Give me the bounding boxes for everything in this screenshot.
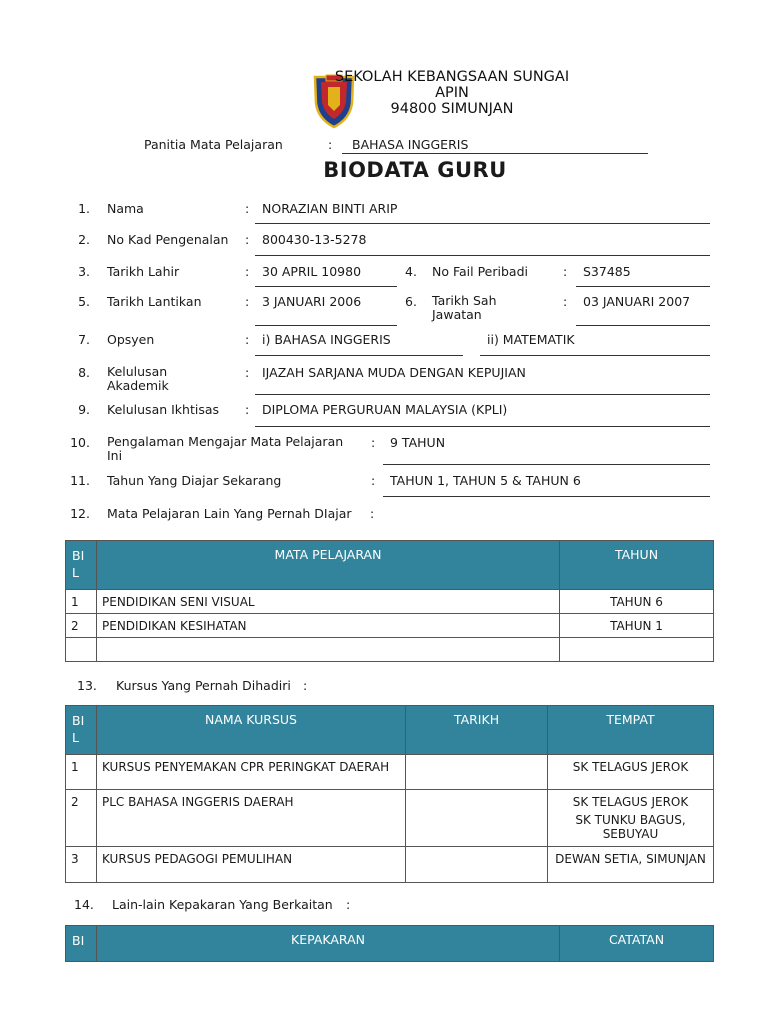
field-value-pengalaman: 9 TAHUN bbox=[390, 435, 446, 450]
cell-empty bbox=[560, 638, 714, 662]
field-number: 2. bbox=[78, 232, 90, 247]
cell-bil: 1 bbox=[66, 755, 97, 790]
field-label-kad: No Kad Pengenalan bbox=[107, 232, 229, 247]
field-underline bbox=[255, 223, 710, 224]
column-header-bil bbox=[66, 706, 97, 755]
cell-place bbox=[548, 755, 714, 790]
column-header-notes: CATATAN bbox=[560, 926, 714, 962]
label-line: Kelulusan bbox=[107, 364, 168, 379]
cell-year: TAHUN 6 bbox=[560, 590, 714, 614]
header-line: L bbox=[72, 730, 79, 745]
school-name-line2: APIN bbox=[435, 85, 469, 101]
label-line: Jawatan bbox=[432, 307, 482, 322]
field-value-opsyen-2: ii) MATEMATIK bbox=[487, 332, 575, 347]
field-value-fail: S37485 bbox=[583, 264, 631, 279]
field-colon: : bbox=[245, 294, 250, 309]
field-underline bbox=[576, 325, 710, 326]
header-line: BI bbox=[72, 548, 85, 563]
field-number: 12. bbox=[70, 506, 90, 521]
field-value-lantikan: 3 JANUARI 2006 bbox=[262, 294, 362, 309]
place-line: SK TUNKU BAGUS, SEBUYAU bbox=[575, 813, 686, 841]
field-colon: : bbox=[245, 365, 250, 380]
field-number: 3. bbox=[78, 264, 90, 279]
field-label-lantikan: Tarikh Lantikan bbox=[107, 294, 202, 309]
field-underline bbox=[255, 325, 397, 326]
school-address: 94800 SIMUNJAN bbox=[390, 101, 514, 117]
field-number: 9. bbox=[78, 402, 90, 417]
school-name bbox=[312, 69, 592, 117]
place-line: SK TELAGUS JEROK bbox=[572, 795, 689, 809]
field-label-akademik bbox=[107, 365, 169, 393]
cell-date bbox=[406, 847, 548, 883]
field-value-tahun-diajar: TAHUN 1, TAHUN 5 & TAHUN 6 bbox=[390, 473, 581, 488]
field-colon: : bbox=[371, 473, 376, 488]
table-row bbox=[66, 590, 714, 614]
field-colon: : bbox=[563, 294, 568, 309]
column-header-bil: BI bbox=[66, 926, 97, 962]
panitia-colon: : bbox=[328, 137, 333, 152]
cell-course-name: PLC BAHASA INGGERIS DAERAH bbox=[97, 790, 406, 847]
field-label-tahun-diajar: Tahun Yang Diajar Sekarang bbox=[107, 473, 282, 488]
section-colon: : bbox=[303, 678, 308, 693]
label-line: Tarikh Sah bbox=[432, 293, 497, 308]
cell-course-name: KURSUS PEDAGOGI PEMULIHAN bbox=[97, 847, 406, 883]
panitia-underline bbox=[342, 153, 648, 154]
field-label-lahir: Tarikh Lahir bbox=[107, 264, 180, 279]
cell-bil: 2 bbox=[66, 790, 97, 847]
table-row bbox=[66, 755, 714, 790]
field-colon: : bbox=[245, 232, 250, 247]
section-number: 13. bbox=[77, 678, 97, 693]
field-label-pengalaman bbox=[107, 435, 343, 463]
column-header-date: TARIKH bbox=[406, 706, 548, 755]
subjects-table bbox=[65, 540, 714, 662]
field-underline bbox=[383, 496, 710, 497]
field-number: 6. bbox=[405, 294, 417, 309]
label-line: Pengalaman Mengajar Mata Pelajaran bbox=[107, 434, 344, 449]
field-underline bbox=[255, 355, 463, 356]
field-label-nama: Nama bbox=[107, 201, 144, 216]
cell-empty bbox=[66, 638, 97, 662]
cell-course-name: KURSUS PENYEMAKAN CPR PERINGKAT DAERAH bbox=[97, 755, 406, 790]
field-label-sah bbox=[432, 294, 497, 322]
cell-bil: 3 bbox=[66, 847, 97, 883]
place-line: DEWAN SETIA, SIMUNJAN bbox=[555, 852, 706, 866]
cell-date bbox=[406, 755, 548, 790]
label-line: Ini bbox=[107, 448, 123, 463]
field-number: 5. bbox=[78, 294, 90, 309]
field-colon: : bbox=[245, 201, 250, 216]
section-label-kepakaran: Lain-lain Kepakaran Yang Berkaitan bbox=[112, 897, 333, 912]
place-line: SK TELAGUS JEROK bbox=[572, 760, 689, 774]
courses-table bbox=[65, 705, 714, 883]
field-underline bbox=[255, 286, 397, 287]
panitia-label: Panitia Mata Pelajaran bbox=[144, 137, 283, 152]
field-value-kad: 800430-13-5278 bbox=[262, 232, 367, 247]
field-colon: : bbox=[245, 402, 250, 417]
column-header-year: TAHUN bbox=[560, 541, 714, 590]
header-line: BI bbox=[72, 713, 85, 728]
cell-place bbox=[548, 847, 714, 883]
table-header-row bbox=[66, 706, 714, 755]
field-number: 8. bbox=[78, 365, 90, 380]
cell-subject: PENDIDIKAN SENI VISUAL bbox=[97, 590, 560, 614]
panitia-value: BAHASA INGGERIS bbox=[352, 137, 469, 152]
field-label-mp-lain: Mata Pelajaran Lain Yang Pernah DIajar bbox=[107, 506, 352, 521]
cell-place bbox=[548, 790, 714, 847]
field-label-opsyen: Opsyen bbox=[107, 332, 155, 347]
field-underline bbox=[255, 394, 710, 395]
field-underline bbox=[255, 255, 710, 256]
field-underline bbox=[255, 426, 710, 427]
field-number: 7. bbox=[78, 332, 90, 347]
column-header-bil bbox=[66, 541, 97, 590]
field-colon: : bbox=[371, 435, 376, 450]
cell-subject: PENDIDIKAN KESIHATAN bbox=[97, 614, 560, 638]
column-header-expertise: KEPAKARAN bbox=[97, 926, 560, 962]
field-colon: : bbox=[370, 506, 375, 521]
field-number: 1. bbox=[78, 201, 90, 216]
field-colon: : bbox=[245, 332, 250, 347]
cell-empty bbox=[97, 638, 560, 662]
field-value-akademik: IJAZAH SARJANA MUDA DENGAN KEPUJIAN bbox=[262, 365, 526, 380]
table-row-empty bbox=[66, 638, 714, 662]
table-row bbox=[66, 614, 714, 638]
section-number: 14. bbox=[74, 897, 94, 912]
header-line: L bbox=[72, 565, 79, 580]
page-title: BIODATA GURU bbox=[323, 158, 507, 182]
field-value-nama: NORAZIAN BINTI ARIP bbox=[262, 201, 398, 216]
field-label-ikhtisas: Kelulusan Ikhtisas bbox=[107, 402, 220, 417]
field-value-sah: 03 JANUARI 2007 bbox=[583, 294, 691, 309]
cell-bil: 1 bbox=[66, 590, 97, 614]
field-underline bbox=[383, 464, 710, 465]
column-header-course-name: NAMA KURSUS bbox=[97, 706, 406, 755]
table-row bbox=[66, 847, 714, 883]
section-label-kursus: Kursus Yang Pernah Dihadiri bbox=[116, 678, 291, 693]
table-header-row bbox=[66, 926, 714, 962]
field-number: 11. bbox=[70, 473, 90, 488]
field-underline bbox=[480, 355, 710, 356]
field-label-fail: No Fail Peribadi bbox=[432, 264, 528, 279]
field-underline bbox=[576, 286, 710, 287]
column-header-place: TEMPAT bbox=[548, 706, 714, 755]
field-number: 10. bbox=[70, 435, 90, 450]
label-line: Akademik bbox=[107, 378, 169, 393]
table-row bbox=[66, 790, 714, 847]
school-name-line1: SEKOLAH KEBANGSAAN SUNGAI bbox=[334, 69, 570, 85]
expertise-table bbox=[65, 925, 714, 962]
cell-year: TAHUN 1 bbox=[560, 614, 714, 638]
cell-bil: 2 bbox=[66, 614, 97, 638]
field-value-opsyen-1: i) BAHASA INGGERIS bbox=[262, 332, 391, 347]
field-colon: : bbox=[563, 264, 568, 279]
column-header-subject: MATA PELAJARAN bbox=[97, 541, 560, 590]
field-number: 4. bbox=[405, 264, 417, 279]
field-colon: : bbox=[245, 264, 250, 279]
cell-date bbox=[406, 790, 548, 847]
field-value-ikhtisas: DIPLOMA PERGURUAN MALAYSIA (KPLI) bbox=[262, 402, 508, 417]
field-value-lahir: 30 APRIL 10980 bbox=[262, 264, 362, 279]
table-header-row bbox=[66, 541, 714, 590]
section-colon: : bbox=[346, 897, 351, 912]
